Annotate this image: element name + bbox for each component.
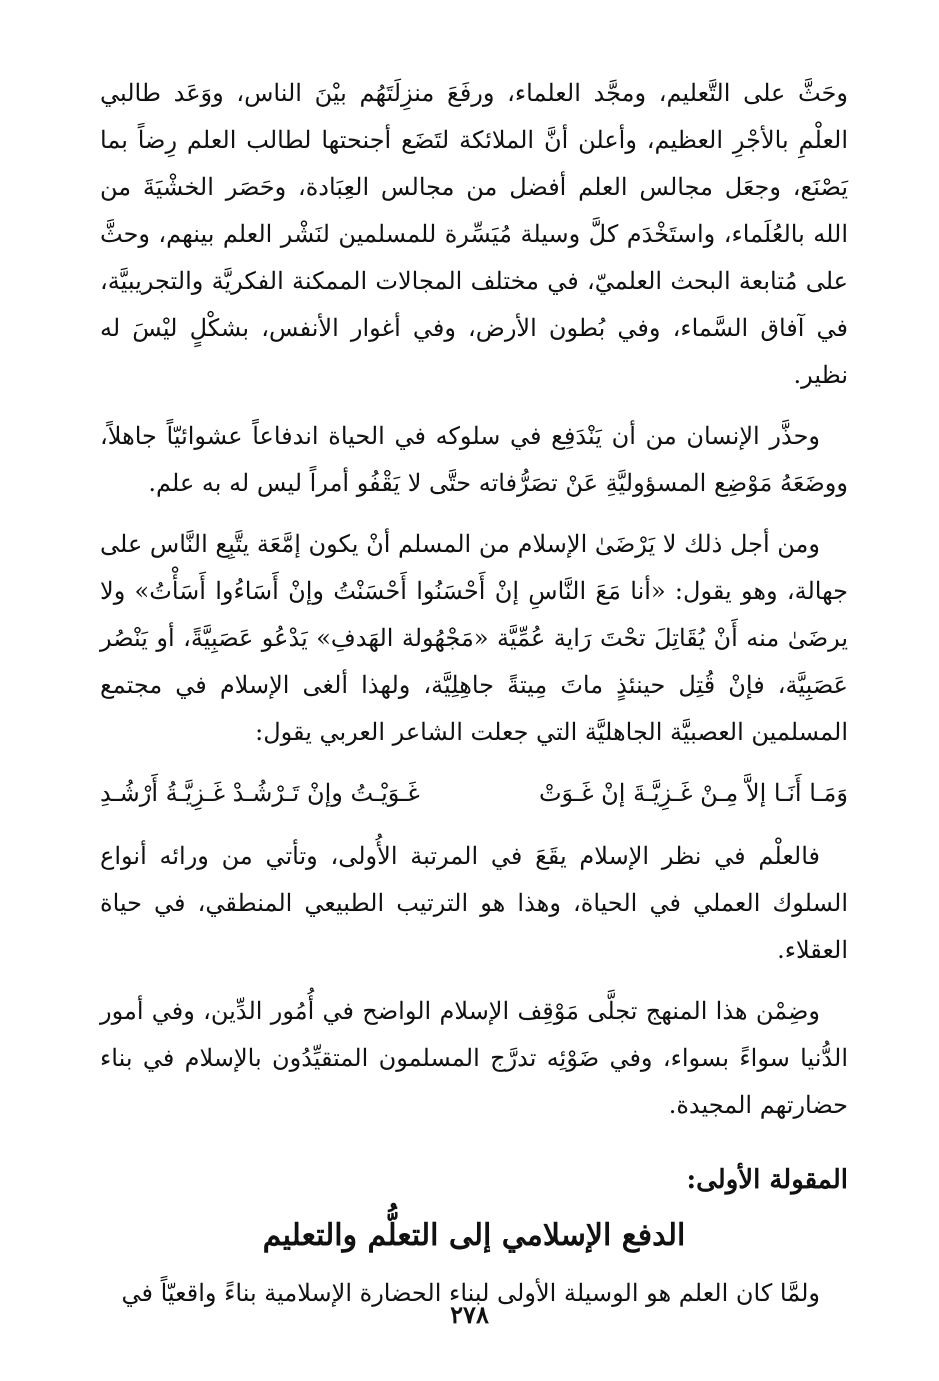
paragraph-encouraging-education: وحَثَّ على التَّعليم، ومجَّد العلماء، ورفَعَ منزِلَتَهُم بيْنَ الناس، ووَعَد طالبي العلْمِ بالأجْرِ العظيم، وأعلن أنَّ الملائكة لتَضَع أجنحتها لطالب العلم رِضاً بما يَصْنَع، وجعَل مجالس العلم أفضل من مجالس العِبَادة، وحَصَر الخشْيَةَ من الله بالعُلَماء، واستَخْدَم كلَّ وسيلة مُيَسِّرة للمسلمين لنَشْر العلم بينهم، وحثَّ على مُتابعة البحث العلميّ، في مختلف المجالات الممكنة الفكريَّة والتجريبيَّة، في آفاق السَّماء، وفي بُطون الأرض، وفي أغوار الأنفس، بشكْلٍ ليْسَ له نظير. [100, 79, 849, 389]
section-label: المقولة الأولى: [686, 1165, 848, 1195]
poetry-verse [100, 770, 848, 817]
section-heading: الدفع الإسلامي إلى التعلُّم والتعليم [262, 1218, 686, 1253]
paragraph-method: وضِمْن هذا المنهج تجلَّى مَوْقِف الإسلام الواضح في أُمُور الدِّين، وفي أمور الدُّنيا سواءً بسواء، وفي ضَوْئِه تدرَّج المسلمون المتقيِّدُون بالإسلام في بناء حضارتهم المجيدة. [100, 997, 848, 1119]
paragraph-knowledge-rank: فالعلْم في نظر الإسلام يقَعَ في المرتبة الأُولى، وتأتي من ورائه أنواع السلوك العملي في الحياة، وهذا هو الترتيب الطبيعي المنطقي، في حياة العقلاء. [100, 842, 848, 964]
paragraph-warning-ignorance: وحذَّر الإنسان من أن يَنْدَفِع في سلوكه في الحياة اندفاعاً عشوائيّاً جاهلاً، ووضَعَهُ مَوْضِع المسؤوليَّةِ عَنْ تصَرُّفاته حتَّى لا يَقْفُو أمراً ليس له به علم. [100, 422, 848, 497]
paragraph-imma: ومن أجل ذلك لا يَرْضَىٰ الإسلام من المسلم أنْ يكون إمَّعَة يتَّبِع النَّاس على جهالة، وهو يقول: «أنا مَعَ النَّاسِ إنْ أَحْسَنُوا أَحْسَنْتُ وإنْ أَسَاءُوا أَسَأْتُ» ولا يرضَىٰ منه أَنْ يُقَاتِلَ تحْتَ رَاية عُمِّيَّة «مَجْهُولة الهَدفِ» يَدْعُو عَصَبِيَّةً، أو يَنْصُر عَصَبِيَّة، فإنْ قُتِل حينئذٍ ماتَ مِيتةً جاهِلِيَّة، ولهذا ألغى الإسلام في مجتمع المسلمين العصبيَّة الجاهليَّة التي جعلت الشاعر العربي يقول: [100, 530, 848, 746]
page-number: ٢٧٨ [450, 1300, 489, 1329]
verse-second-hemistich: غَـوَيْـتُ وإنْ تَـرْشُـدْ غَـزِيَّـةُ أَرْشُـدِ [100, 779, 420, 807]
page-body [100, 70, 848, 1331]
verse-first-hemistich: وَمَـا أَنَـا إلاَّ مِـنْ غَـزِيَّـةَ إنْ غَـوَتْ [538, 779, 848, 807]
paragraph-final: ولمَّا كان العلم هو الوسيلة الأولى لبناء الحضارة الإسلامية بناءً واقعيّاً في [121, 1279, 820, 1307]
